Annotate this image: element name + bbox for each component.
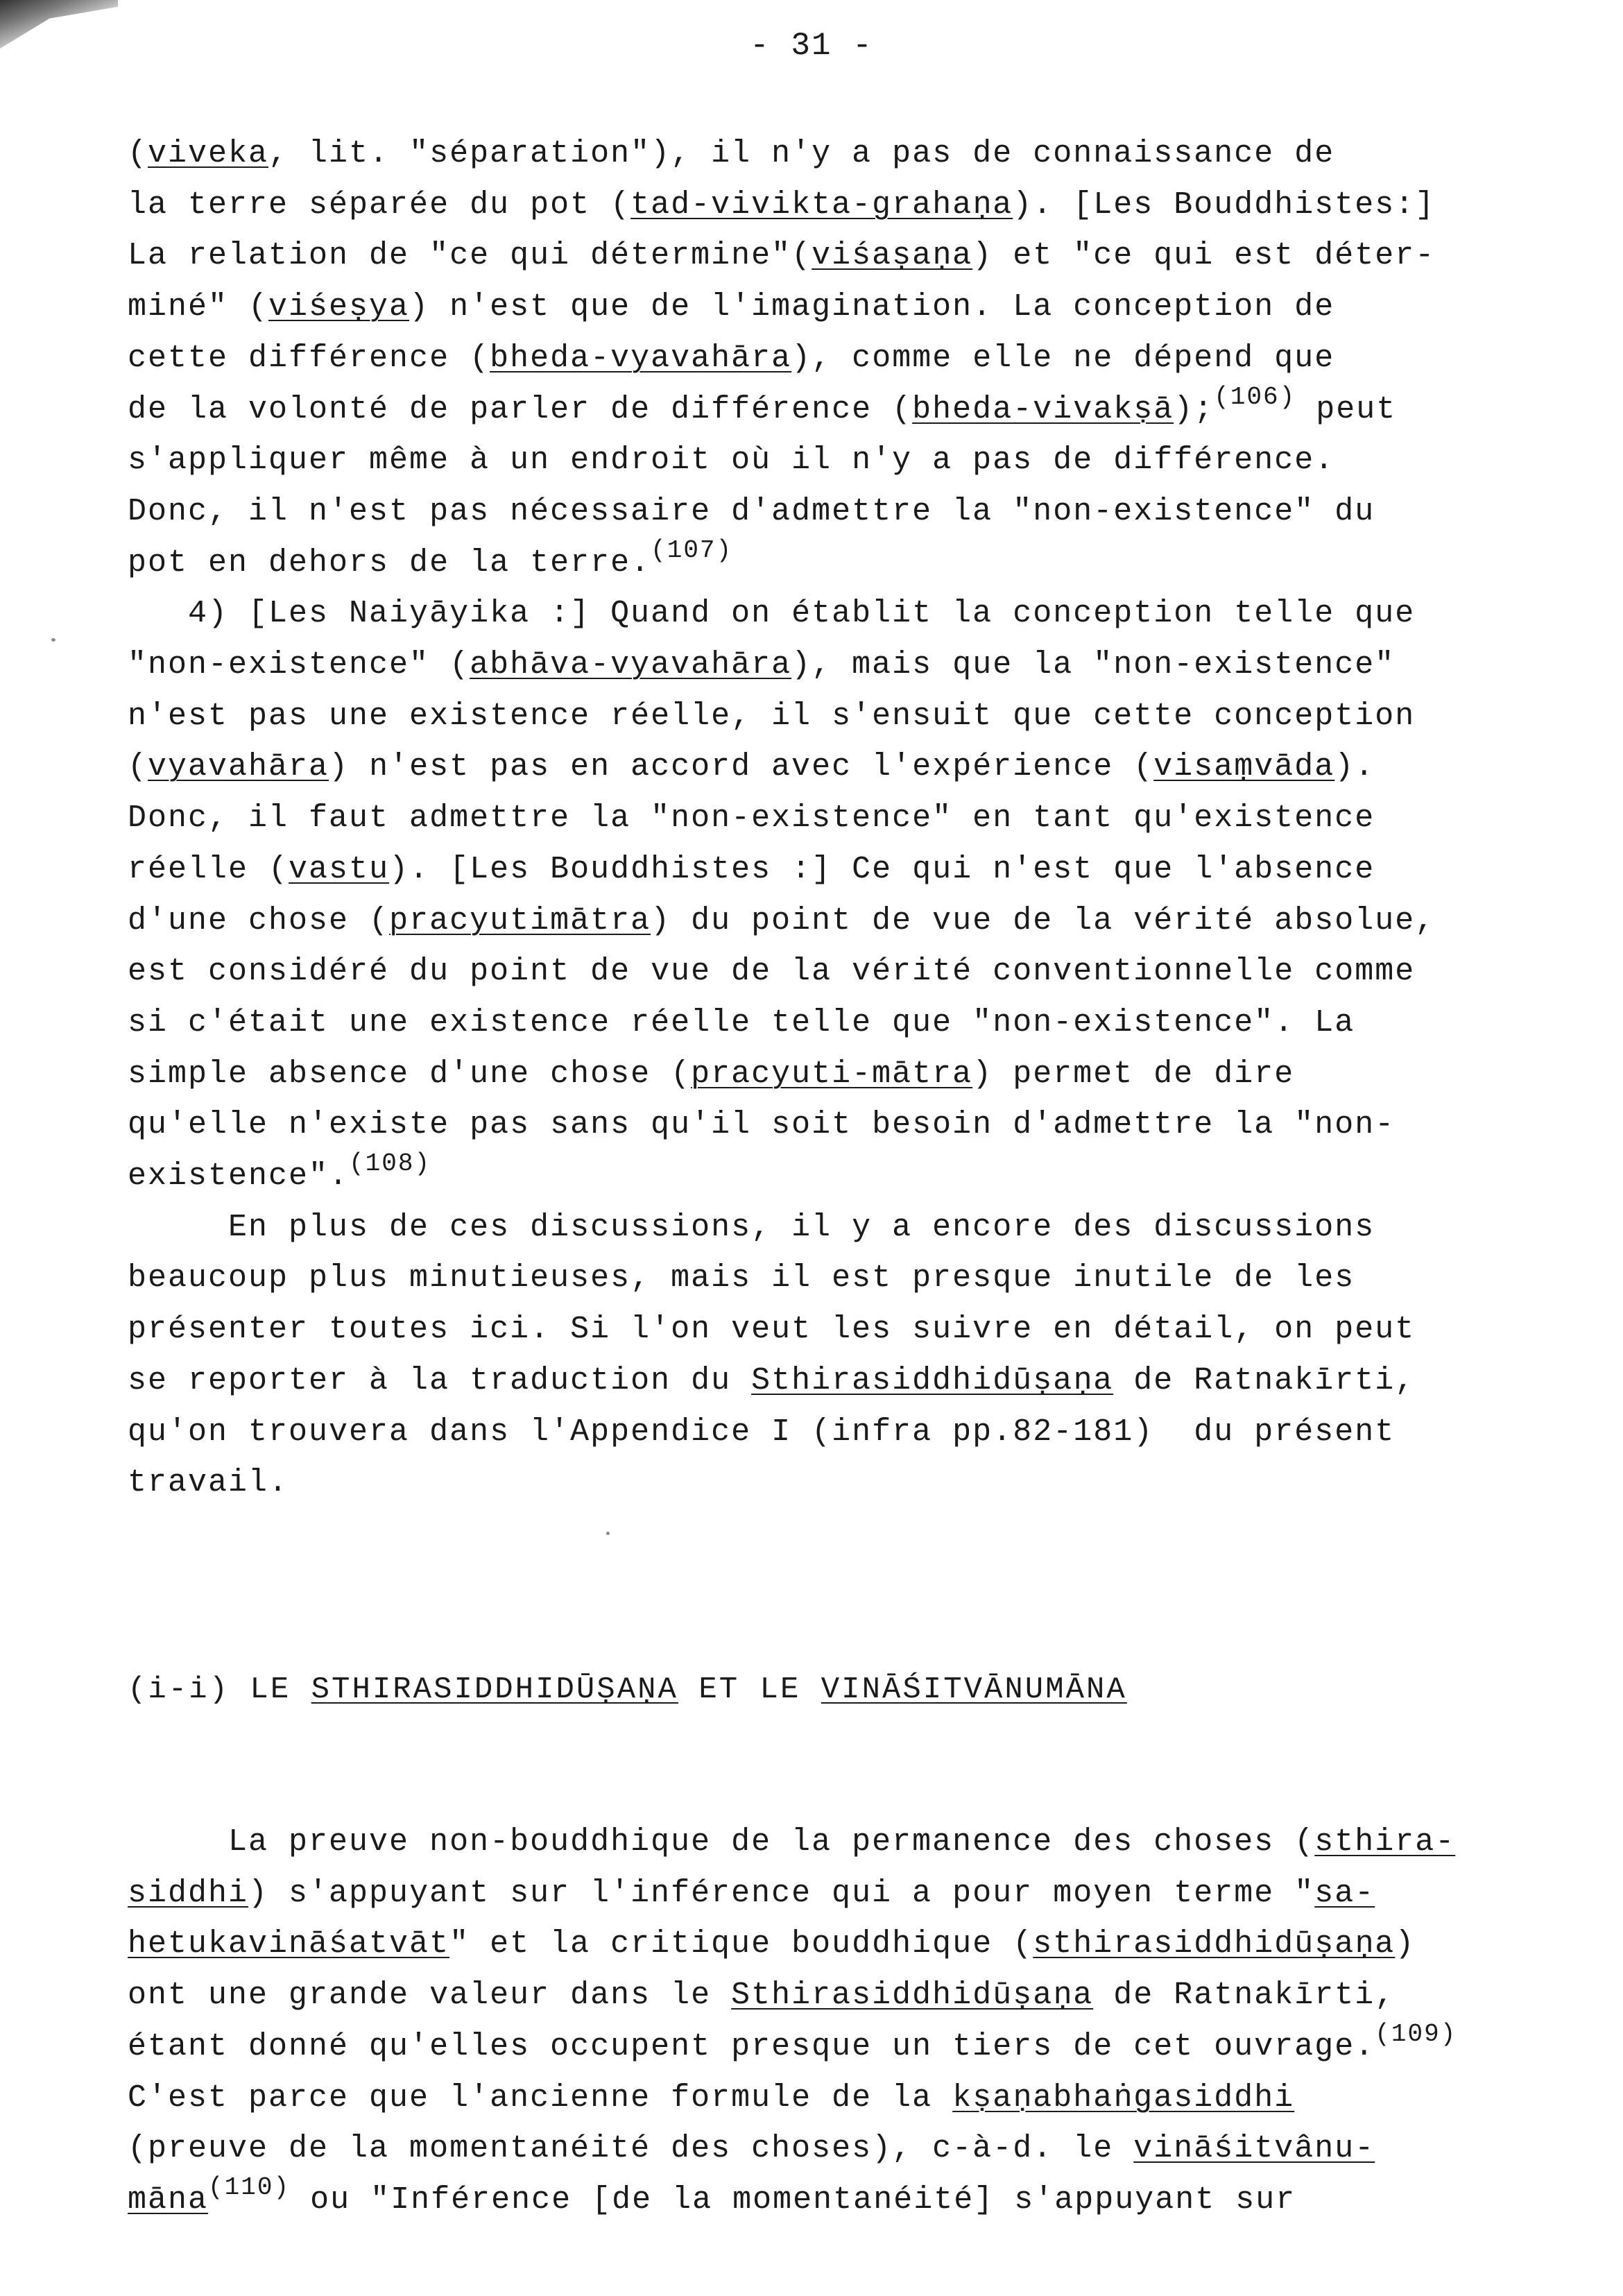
text-run: ) [1395, 1926, 1416, 1962]
text-line [128, 1104, 1395, 1149]
text-line [128, 338, 1334, 382]
text-line [128, 536, 733, 587]
text-run: ). [Les Bouddhistes:] [1013, 187, 1436, 223]
text-line [128, 2128, 1375, 2173]
text-line [128, 491, 1375, 536]
text-line [128, 1149, 431, 1200]
text-run: ET LE [678, 1672, 821, 1707]
sanskrit-term: STHIRASIDDHIDŪṢAṆA [311, 1672, 678, 1707]
sanskrit-term: pracyutimātra [389, 902, 651, 939]
text-line [128, 951, 1415, 995]
text-run: cette différence ( [128, 340, 490, 376]
text-run: ) s'appuyant sur l'inférence qui a pour moyen terme " [248, 1875, 1315, 1911]
text-run: ). [Les Bouddhistes :] Ce qui n'est que l'absence [389, 851, 1375, 887]
sanskrit-term: bheda-vivakṣā [912, 391, 1174, 427]
text-run: travail. [128, 1465, 289, 1501]
page-number: - 31 - [750, 28, 873, 64]
sanskrit-term: tad-vivikta-grahaṇa [630, 187, 1013, 223]
text-run: réelle ( [128, 851, 289, 887]
text-run: ( [128, 749, 148, 785]
text-line [128, 382, 1397, 434]
text-run: " et la critique bouddhique ( [449, 1926, 1033, 1962]
text-run: Donc, il faut admettre la "non-existence" en tant qu'existence [128, 800, 1375, 837]
text-run: la terre séparée du pot ( [128, 187, 631, 223]
text-run: (i-i) LE [128, 1672, 311, 1707]
text-run: étant donné qu'elles occupent presque un tiers de cet ouvrage. [128, 2028, 1375, 2064]
text-run: s'appliquer même à un endroit où il n'y a pas de différence. [128, 443, 1335, 479]
sanskrit-term: sthira- [1314, 1824, 1456, 1860]
text-run: , lit. "séparation"), il n'y a pas de connaissance de [268, 136, 1335, 171]
sanskrit-term: visaṃvāda [1153, 749, 1335, 785]
text-line [128, 644, 1395, 689]
text-line [128, 1054, 1294, 1098]
text-run: d'une chose ( [128, 902, 390, 939]
scan-speck [606, 1532, 610, 1535]
text-run: (preuve de la momentanéité des choses), c-à-d. le [128, 2131, 1134, 2167]
sanskrit-term: māna [128, 2182, 209, 2218]
text-run: peut [1296, 391, 1397, 427]
text-run: est considéré du point de vue de la vérité conventionnelle comme [128, 954, 1416, 990]
text-line [128, 849, 1375, 893]
text-line [128, 1412, 1395, 1456]
sanskrit-term: viśaṣaṇa [812, 238, 973, 274]
text-run: C'est parce que l'ancienne formule de la [128, 2080, 953, 2116]
text-line [128, 1309, 1415, 1353]
footnote-ref: (110) [208, 2173, 291, 2202]
text-run: pot en dehors de la terre. [128, 545, 651, 581]
text-run: de la volonté de parler de différence ( [128, 391, 913, 427]
text-line [128, 593, 1415, 637]
sanskrit-term: vyavahāra [148, 749, 329, 785]
text-run: 4) [Les Naiyāyika :] Quand on établit la conception telle que [128, 596, 1416, 632]
text-run: qu'on trouvera dans l'Appendice I (infra pp.82-181) du présent [128, 1414, 1396, 1450]
text-run: ) permet de dire [972, 1056, 1295, 1092]
sanskrit-term: sthirasiddhidūṣaṇa [1033, 1926, 1396, 1962]
text-line [128, 2077, 1294, 2122]
text-run: ). [1334, 749, 1375, 785]
sanskrit-term: abhāva-vyavahāra [470, 647, 792, 683]
text-run: ) et "ce qui est déter- [972, 238, 1436, 274]
text-run: La preuve non-bouddhique de la permanence des choses ( [128, 1824, 1315, 1860]
text-line [128, 235, 1435, 280]
sanskrit-term: siddhi [128, 1875, 249, 1911]
text-run: Donc, il n'est pas nécessaire d'admettre la "non-existence" du [128, 493, 1375, 529]
text-line [128, 900, 1435, 945]
text-run: se reporter à la traduction du [128, 1362, 752, 1398]
text-line [128, 1207, 1375, 1251]
footnote-ref: (106) [1214, 382, 1296, 411]
sanskrit-term: Sthirasiddhidūṣaṇa [731, 1978, 1094, 2014]
text-line [128, 1258, 1355, 1302]
sanskrit-term: bheda-vyavahāra [490, 340, 792, 376]
text-run: miné" ( [128, 289, 269, 325]
text-run: ), mais que la "non-existence" [791, 647, 1396, 683]
text-line [128, 133, 1334, 178]
sanskrit-term: pracyuti-mātra [691, 1056, 973, 1092]
text-run: ont une grande valeur dans le [128, 1978, 732, 2014]
text-run: si c'était une existence réelle telle que "non-existence". La [128, 1004, 1355, 1040]
text-line [128, 1002, 1355, 1047]
sanskrit-term: viveka [148, 136, 269, 171]
text-run: ), comme elle ne dépend que [791, 340, 1335, 376]
sanskrit-term: hetukavināśatvāt [128, 1926, 450, 1962]
text-run: de Ratnakīrti, [1093, 1978, 1396, 2014]
section-heading [128, 1669, 1127, 1713]
text-run: présenter toutes ici. Si l'on veut les suivre en détail, on peut [128, 1312, 1416, 1348]
text-run: "non-existence" ( [128, 647, 470, 683]
text-run: ( [128, 136, 148, 171]
text-line [128, 2173, 1296, 2224]
footnote-ref: (109) [1375, 2019, 1457, 2048]
text-line [128, 746, 1375, 791]
footnote-ref: (107) [651, 536, 733, 565]
text-line [128, 1360, 1415, 1405]
text-line [128, 286, 1334, 331]
text-run: La relation de "ce qui détermine"( [128, 238, 812, 274]
text-run: ); [1174, 391, 1214, 427]
text-line [128, 1975, 1395, 2019]
sanskrit-term: sa- [1314, 1875, 1375, 1911]
text-line [128, 2019, 1457, 2071]
text-line [128, 440, 1334, 484]
text-run: ) du point de vue de la vérité absolue, [651, 902, 1436, 939]
text-line [128, 1462, 289, 1507]
text-line [128, 696, 1415, 740]
sanskrit-term: kṣaṇabhaṅgasiddhi [952, 2080, 1295, 2116]
text-line [128, 798, 1375, 842]
text-run: de Ratnakīrti, [1113, 1362, 1416, 1398]
text-line [128, 185, 1435, 229]
sanskrit-term: VINĀŚITVĀNUMĀNA [821, 1672, 1127, 1707]
footnote-ref: (108) [349, 1149, 431, 1178]
text-run: qu'elle n'existe pas sans qu'il soit besoin d'admettre la "non- [128, 1107, 1396, 1143]
text-run: existence". [128, 1158, 350, 1194]
sanskrit-term: vināśitvânu- [1133, 2131, 1375, 2167]
sanskrit-term: Sthirasiddhidūṣaṇa [751, 1362, 1114, 1398]
text-line [128, 1822, 1455, 1866]
text-run: simple absence d'une chose ( [128, 1056, 692, 1092]
text-run: n'est pas une existence réelle, il s'ensuit que cette conception [128, 698, 1416, 734]
text-line [128, 1873, 1375, 1917]
sanskrit-term: viśeṣya [268, 289, 410, 325]
text-run: ) n'est pas en accord avec l'expérience ( [329, 749, 1154, 785]
text-run: beaucoup plus minutieuses, mais il est presque inutile de les [128, 1260, 1355, 1296]
sanskrit-term: vastu [289, 851, 390, 887]
text-run: En plus de ces discussions, il y a encore des discussions [128, 1209, 1375, 1245]
text-run: ou "Inférence [de la momentanéité] s'appuyant sur [290, 2182, 1296, 2218]
text-line [128, 1924, 1415, 1968]
scan-speck [51, 638, 55, 642]
text-run: ) n'est que de l'imagination. La conception de [409, 289, 1335, 325]
